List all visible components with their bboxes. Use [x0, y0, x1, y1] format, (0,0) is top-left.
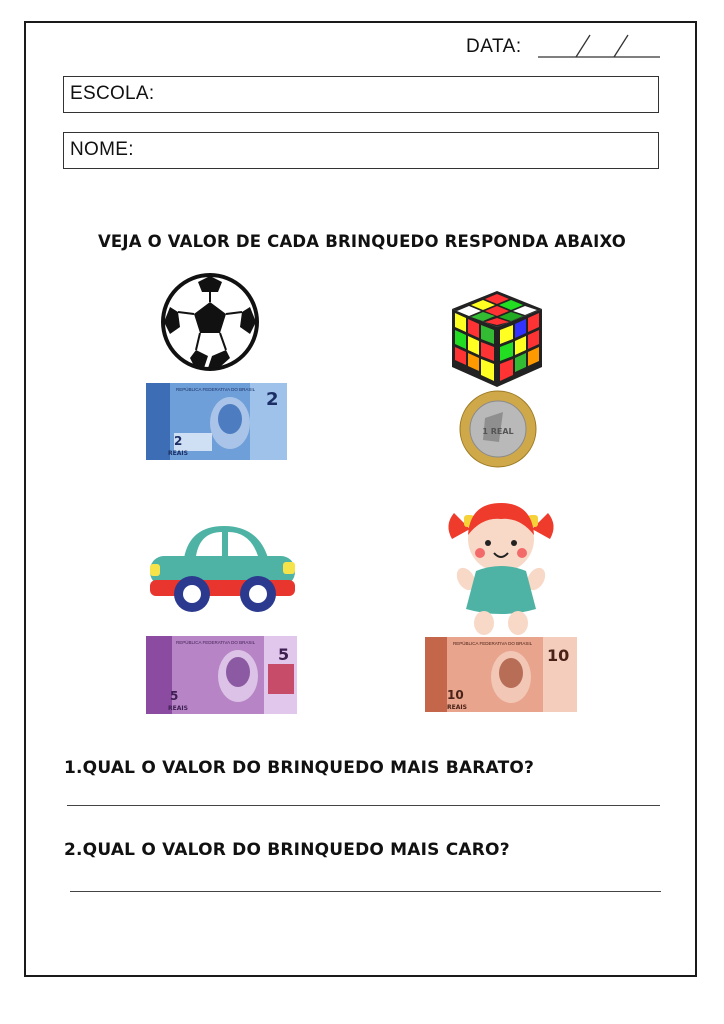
note-value-text: 10: [547, 646, 570, 665]
instructions-heading: VEJA O VALOR DE CADA BRINQUEDO RESPONDA ABAIXO: [97, 232, 627, 251]
note-unit-text: REAIS: [168, 705, 188, 712]
rubiks-cube-image: [450, 289, 545, 389]
coin-text: 1 REAL: [482, 427, 514, 436]
note-unit-text: REAIS: [447, 704, 467, 711]
ten-reais-note-image: [425, 637, 577, 712]
note-value-small: 10: [447, 688, 464, 702]
answer-line-2[interactable]: [70, 891, 661, 892]
name-field[interactable]: [63, 132, 659, 169]
five-reais-note-image: [146, 636, 297, 714]
note-header-text: REPÚBLICA FEDERATIVA DO BRASIL: [453, 641, 533, 646]
date-label: DATA:: [466, 36, 522, 57]
school-field[interactable]: [63, 76, 659, 113]
note-unit-text: REAIS: [168, 450, 188, 457]
date-field[interactable]: [538, 33, 660, 59]
note-value-small: 2: [174, 434, 183, 448]
soccer-ball-image: [160, 272, 260, 372]
question-1: 1.QUAL O VALOR DO BRINQUEDO MAIS BARATO?: [64, 758, 535, 778]
question-2: 2.QUAL O VALOR DO BRINQUEDO MAIS CARO?: [64, 840, 510, 860]
answer-line-1[interactable]: [67, 805, 660, 806]
two-reais-note-image: [146, 383, 287, 460]
name-label: NOME:: [70, 139, 134, 160]
note-value-text: 2: [266, 389, 279, 410]
note-header-text: REPÚBLICA FEDERATIVA DO BRASIL: [176, 640, 256, 645]
school-label: ESCOLA:: [70, 83, 155, 104]
doll-image: [440, 495, 562, 637]
note-value-text: 5: [278, 645, 290, 664]
toy-car-image: [150, 518, 295, 618]
note-header-text: REPÚBLICA FEDERATIVA DO BRASIL: [176, 387, 256, 392]
note-value-small: 5: [170, 689, 179, 703]
one-real-coin-image: [459, 390, 537, 468]
